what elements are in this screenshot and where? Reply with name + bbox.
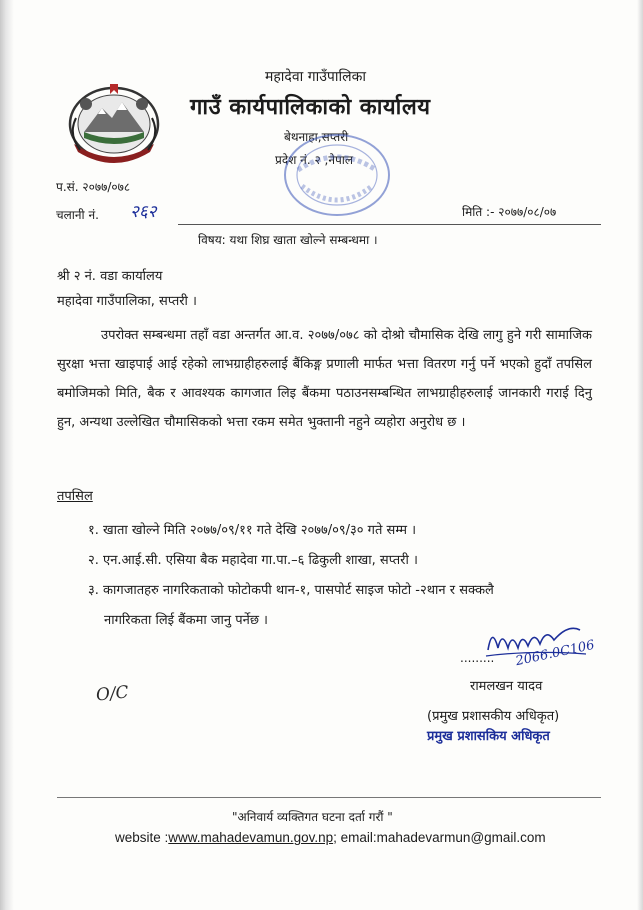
signatory-designation: (प्रमुख प्रशासकीय अधिकृत) (427, 709, 560, 724)
office-round-stamp (278, 130, 396, 220)
office-address: बेथनाहा,सप्तरी (284, 130, 349, 144)
patra-sankhya: प.सं. २०७७/०७८ (56, 180, 131, 194)
letter-subject: विषय: यथा शिघ्र खाता खोल्ने सम्बन्धमा । (198, 233, 378, 247)
tapasil-heading: तपसिल (57, 489, 93, 504)
tapasil-item-2: २. एन.आई.सी. एसिया बैक महादेवा गा.पा.–६ ढिकुली शाखा, सप्तरी । (88, 553, 418, 568)
signature-dots: ......... (460, 651, 495, 665)
email-text: ; email:mahadevarmun@gmail.com (333, 830, 546, 845)
signatory-name: रामलखन यादव (470, 679, 543, 694)
office-province: प्रदेश नं. २ ,नेपाल (275, 153, 354, 167)
tapasil-item-1: १. खाता खोल्ने मिति २०७७/०९/११ गते देखि २०७७/०९/३० गते सम्म । (88, 523, 417, 538)
letter-date: मिति :- २०७७/०८/०७ (462, 205, 557, 219)
tapasil-item-3-continued: नागरिकता लिई बैंकमा जानु पर्नेछ । (104, 613, 268, 628)
footer-slogan: "अनिवार्य व्यक्तिगत घटना दर्ता गरौं " (232, 810, 393, 824)
designation-stamp: प्रमुख प्रशासकिय अधिकृत (427, 729, 550, 744)
website-link[interactable]: www.mahadevamun.gov.np (168, 830, 334, 845)
body-paragraph: उपरोक्त सम्बन्धमा तहाँ वडा अन्तर्गत आ.व. २०७७/०७८ को दोश्रो चौमासिक देखि लागु हुने गरी सामाजिक सुरक्षा भत्ता खाइपाई आई रहेको लाभग्राहीहरुलाई बैंकिङ्ग प्रणाली मार्फत भत्ता वितरण गर्नु पर्ने भएको हुदाँ तपसिल बमोजिमको मिति, बैक र आवश्यक कागजात लिइ बैंकमा पठाउनसम्बन्धित लाभग्राहीहरुलाई जानकारी गराई दिनु हुन, अन्यथा उल्लेखित चौमासिकको भत्ता रकम समेत भुक्तानी नहुने व्यहोरा अनुरोध छ । (57, 328, 592, 430)
municipality-name: महादेवा गाउँपालिका (265, 69, 366, 85)
nepal-emblem-logo (62, 74, 166, 170)
signature-date-note: 2066.0C106 (514, 637, 596, 670)
footer-contact (115, 830, 546, 845)
recipient-line-2: महादेवा गाउँपालिका, सप्तरी । (57, 294, 197, 309)
tapasil-item-3: ३. कागजातहरु नागरिकताको फोटोकपी थान-१, पासपोर्ट साइज फोटो -२थान र सक्कलै (88, 583, 494, 598)
chalani-number-handwritten: २६२ (130, 202, 157, 222)
chalani-label: चलानी नं. (56, 208, 99, 222)
footer-divider (57, 797, 601, 798)
scan-edge-right (637, 0, 643, 910)
website-label: website : (115, 830, 169, 845)
office-title: गाउँ कार्यपालिकाको कार्यालय (190, 95, 431, 120)
scan-edge-left (0, 0, 14, 910)
margin-note-oc: O/C (95, 682, 130, 706)
recipient-line-1: श्री २ नं. वडा कार्यालय (57, 269, 163, 284)
header-divider (178, 224, 601, 225)
